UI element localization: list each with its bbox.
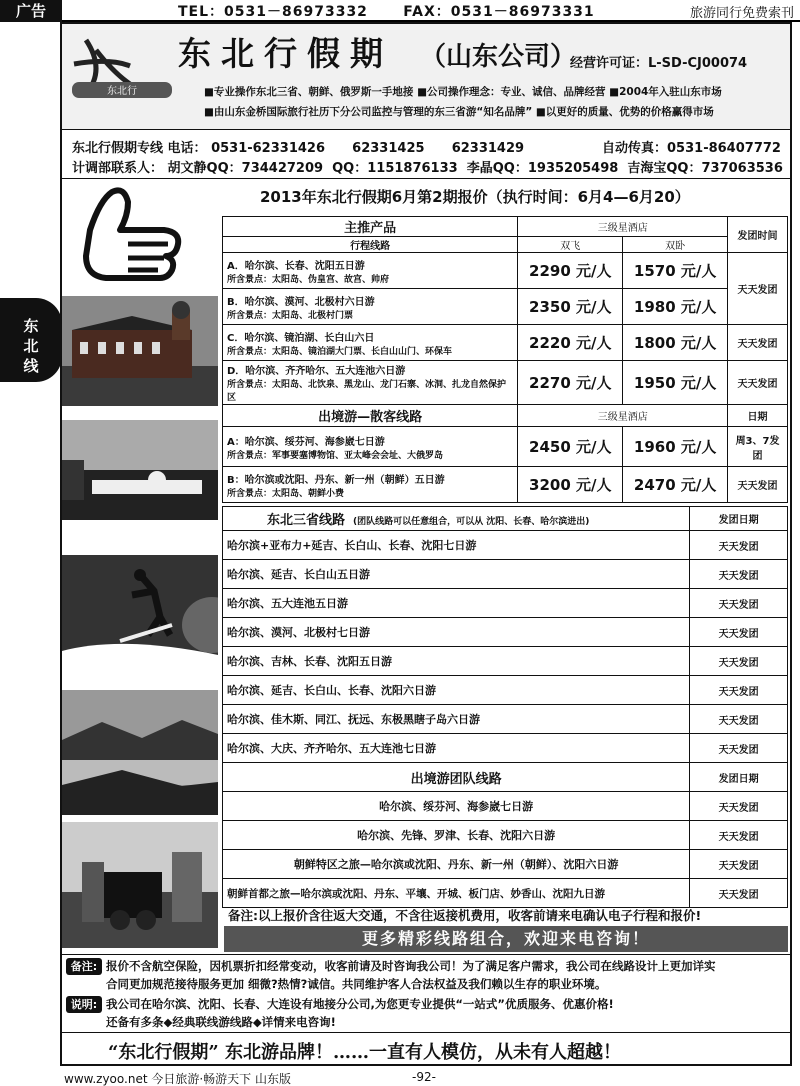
thumbs-up-icon — [72, 186, 192, 290]
footer-site: www.zyoo.net 今日旅游·畅游天下 山东版 — [64, 1072, 291, 1086]
dept-contact-row: 计调部联系人： 胡文静QQ：734427209 QQ：1151876133 李晶QQ：1935205498 吉海宝QQ：737063536 — [72, 161, 783, 176]
divider — [62, 954, 790, 955]
table-row: 朝鲜特区之旅—哈尔滨或沈阳、丹东、新一州（朝鲜）、沈阳六日游 天天发团 — [223, 850, 788, 879]
slogan: “东北行假期” 东北游品牌！……一直有人模仿，从未有人超越！ — [108, 1042, 621, 1063]
double-sleeper-header: 双卧 — [623, 237, 728, 253]
hotline-row: 东北行假期专线 电话： 0531-62331426 62331425 62331429 自动传真：0531-86407772 — [72, 141, 781, 156]
remark-text: 报价不含航空保险，因机票折扣经常变动，收客前请及时咨询我公司！为了满足客户需求，我公司在线路设计上更加详实 合同更加规范接待服务更加 细微?热情?诚信。共同维护客人合法权益及我们赖以生存的职业环境。 — [106, 959, 716, 991]
route-col-header: 行程线路 — [223, 237, 518, 253]
double-fly-header: 双飞 — [518, 237, 623, 253]
table-row: 哈尔滨、佳木斯、同江、抚远、东极黑瞎子岛六日游 天天发团 — [223, 705, 788, 734]
magazine-index: 旅游同行免费索刊 — [689, 6, 794, 21]
consult-banner: 更多精彩线路组合，欢迎来电咨询！ — [224, 926, 788, 952]
table-row: 哈尔滨、吉林、长春、沈阳五日游 天天发团 — [223, 647, 788, 676]
table-row: 哈尔滨、漠河、北极村七日游 天天发团 — [223, 618, 788, 647]
table-row: 哈尔滨、五大连池五日游 天天发团 — [223, 589, 788, 618]
main-products-table: 主推产品 三级星酒店 发团时间 行程线路 双飞 双卧 A．哈尔滨、长春、沈阳五日游 所含景点：太阳岛、伪皇宫、故宫、帅府 2290 元/人 1570 元/人 天天发团 B．哈尔滨、漠河、北极村六日游 所含景点：太阳岛、北极村门票 2350 元/人 1980 元/人 C．哈尔滨、镜泊湖、长白山六日 所含景点：太阳岛、镜泊湖大门票、长白山山门、环保车 2220 元/人 1800 元/人 天天发团 D．哈尔滨、齐齐哈尔、五大连池六日游 所含景点：太阳岛、北饮泉、黑龙山、龙门石寨、冰洞、扎龙自然保护区 2270 元/人 1950 元/人 天天发团 出境游—散客线路 三级星酒店 日期 A：哈尔滨、绥芬河、海参崴七日游 所含景点：军事要塞博物馆、亚太峰会会址、大俄罗岛 2450 元/人 1960 元/人 周3、7发团 B：哈尔滨或沈阳、丹东、新一州（朝鲜）五日游 所含景点：太阳岛、朝鲜小费 3200 元/人 2470 元/人 天天发团 — [222, 216, 788, 503]
table-row: 哈尔滨、延吉、长白山五日游 天天发团 — [223, 560, 788, 589]
main-products-title: 主推产品 — [223, 217, 518, 237]
explain-label: 说明: — [66, 996, 102, 1013]
remark-label: 备注: — [66, 958, 102, 975]
license-number: 经营许可证：L-SD-CJ00074 — [570, 56, 748, 71]
divider — [62, 178, 790, 179]
page-number: -92- — [412, 1070, 436, 1084]
brand-subtitle: （山东公司） — [420, 42, 577, 72]
table-row: 朝鲜首都之旅—哈尔滨或沈阳、丹东、平壤、开城、板门店、妙香山、沈阳九日游 天天发团 — [223, 879, 788, 908]
table-row: 哈尔滨、绥芬河、海参崴七日游 天天发团 — [223, 792, 788, 821]
abroad-title: 出境游—散客线路 — [223, 405, 518, 427]
header-tel-fax: TEL：0531－86973332 FAX：0531－86973331 — [178, 1, 595, 22]
explain-text: 我公司在哈尔滨、沈阳、长春、大连设有地接分公司,为您更专业提供“一站式”优质服务、优惠价格! 还备有多条◆经典联线游线路◆详情来电咨询! — [106, 997, 614, 1029]
brand-name: 东北行假期 — [178, 34, 393, 73]
table-row: C．哈尔滨、镜泊湖、长白山六日 所含景点：太阳岛、镜泊湖大门票、长白山山门、环保车 2220 元/人 1800 元/人 天天发团 — [223, 325, 788, 361]
hotel-header: 三级星酒店 — [518, 217, 728, 237]
routes-table: 东北三省线路 (团队线路可以任意组合，可以从 沈阳、长春、哈尔滨进出) 发团日期 哈尔滨+亚布力+延吉、长白山、长春、沈阳七日游 天天发团 哈尔滨、延吉、长白山五日游 天天发团 哈尔滨、五大连池五日游 天天发团 哈尔滨、漠河、北极村七日游 天天发团 哈尔滨、吉林、长春、沈阳五日游 天天发团 哈尔滨、延吉、长白山、长春、沈阳六日游 天天发团 哈尔滨、佳木斯、同江、抚远、东极黑瞎子岛六日游 天天发团 哈尔滨、大庆、齐齐哈尔、五大连池七日游 天天发团 出境游团队线路 发团日期 哈尔滨、绥芬河、海参崴七日游 天天发团 哈尔滨、先锋、罗津、长春、沈阳六日游 天天发团 朝鲜特区之旅—哈尔滨或沈阳、丹东、新一州（朝鲜）、沈阳六日游 天天发团 朝鲜首都之旅—哈尔滨或沈阳、丹东、平壤、开城、板门店、妙香山、沈阳九日游 天天发团 — [222, 506, 788, 908]
table-row: A：哈尔滨、绥芬河、海参崴七日游 所含景点：军事要塞博物馆、亚太峰会会址、大俄罗岛 2450 元/人 1960 元/人 周3、7发团 — [223, 427, 788, 467]
intro-line-2: ■由山东金桥国际旅行社历下分公司监控与管理的东三省游“知名品牌” ■以更好的质量、优势的价格赢得市场 — [204, 106, 714, 118]
depart-header: 发团时间 — [728, 217, 788, 253]
table-row: 哈尔滨、延吉、长白山、长春、沈阳六日游 天天发团 — [223, 676, 788, 705]
photo-church — [62, 296, 218, 406]
company-logo — [66, 30, 178, 102]
table-row: A．哈尔滨、长春、沈阳五日游 所含景点：太阳岛、伪皇宫、故宫、帅府 2290 元/人 1570 元/人 天天发团 — [223, 253, 788, 289]
price-title: 2013年东北行假期6月第2期报价（执行时间：6月4—6月20） — [260, 188, 690, 206]
table-row: 哈尔滨、先锋、罗津、长春、沈阳六日游 天天发团 — [223, 821, 788, 850]
table-row: 哈尔滨、大庆、齐齐哈尔、五大连池七日游 天天发团 — [223, 734, 788, 763]
table-row: B．哈尔滨、漠河、北极村六日游 所含景点：太阳岛、北极村门票 2350 元/人 1980 元/人 — [223, 289, 788, 325]
group-title: 出境游团队线路 — [223, 763, 690, 792]
table-row: D．哈尔滨、齐齐哈尔、五大连池六日游 所含景点：太阳岛、北饮泉、黑龙山、龙门石寨、冰洞、扎龙自然保护区 2270 元/人 1950 元/人 天天发团 — [223, 361, 788, 405]
photo-train — [62, 822, 218, 948]
photo-palace — [62, 420, 218, 520]
route-region-tab: 东北线 — [0, 298, 62, 382]
photo-skier — [62, 555, 218, 680]
table-row: 哈尔滨+亚布力+延吉、长白山、长春、沈阳七日游 天天发团 — [223, 531, 788, 560]
ad-tag: 广告 — [0, 0, 62, 22]
logo-text: 东北行 — [107, 86, 137, 97]
photo-mountain-lake — [62, 690, 218, 815]
table-row: B：哈尔滨或沈阳、丹东、新一州（朝鲜）五日游 所含景点：太阳岛、朝鲜小费 3200 元/人 2470 元/人 天天发团 — [223, 467, 788, 503]
divider — [62, 1032, 790, 1033]
price-note: 备注:以上报价含往返大交通，不含往返接机费用，收客前请来电确认电子行程和报价! — [228, 908, 702, 923]
intro-line-1: ■专业操作东北三省、朝鲜、俄罗斯一手地接 ■公司操作理念：专业、诚信、品牌经营 ■2004年入驻山东市场 — [204, 86, 722, 98]
